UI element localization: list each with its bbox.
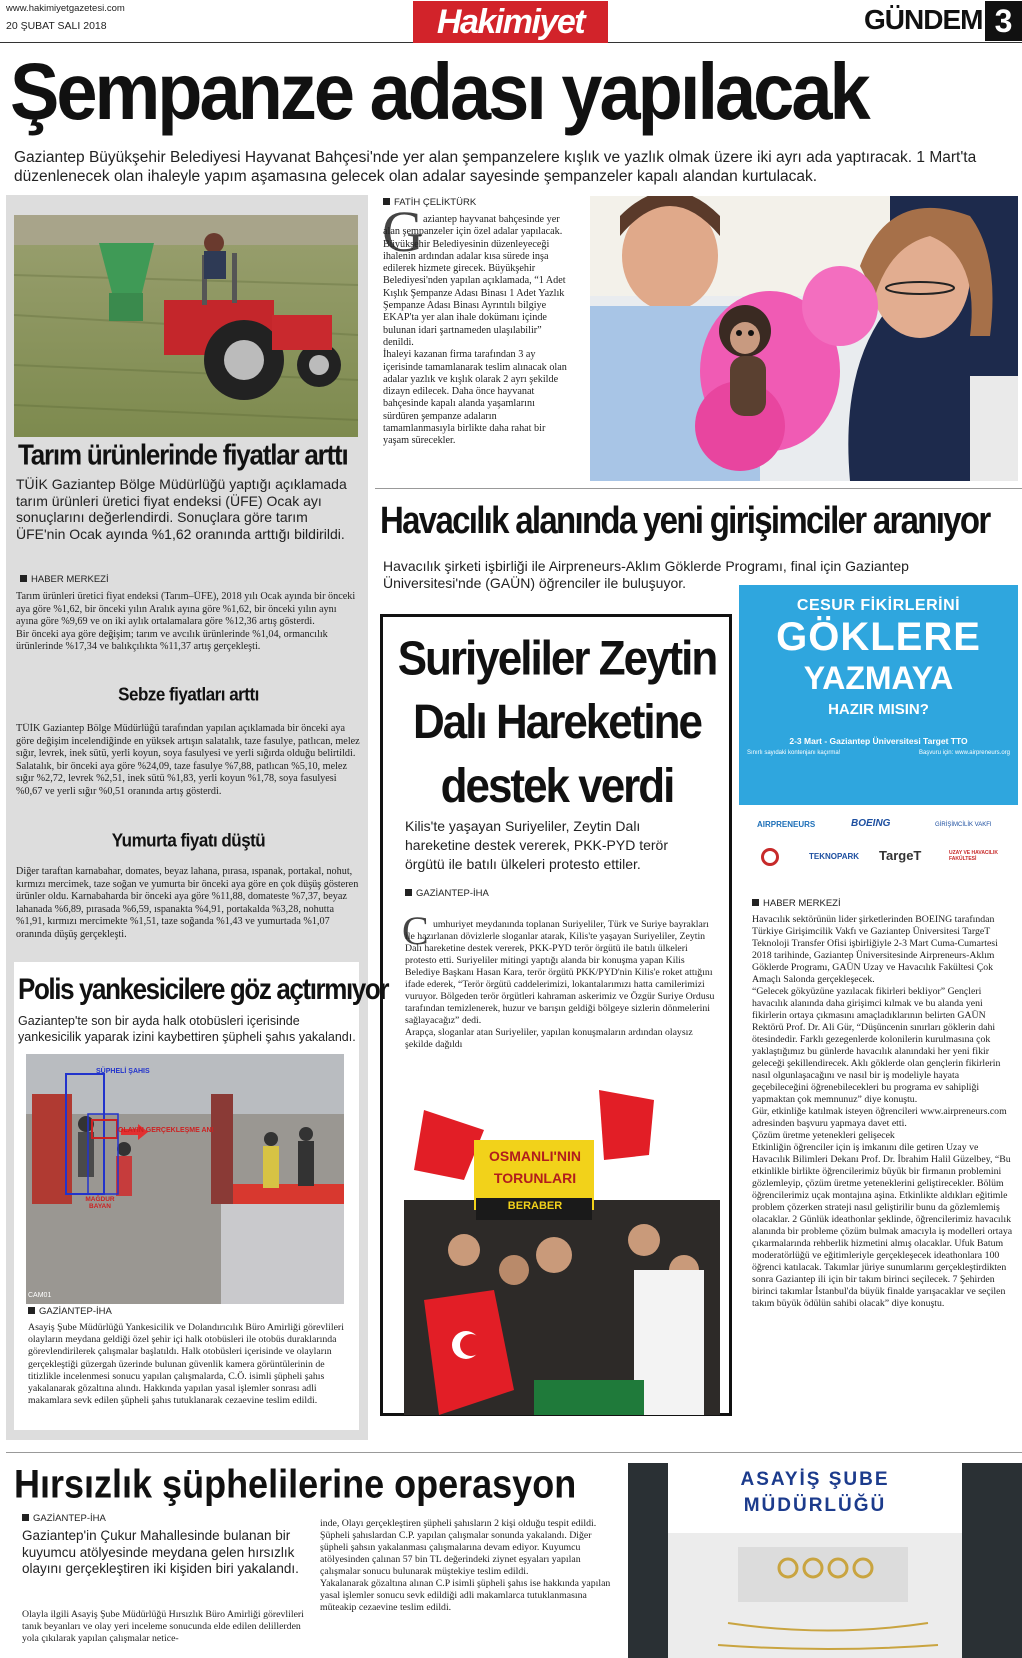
ad-line-4: HAZIR MISIN? bbox=[828, 701, 929, 718]
sponsor-gaun-emblem bbox=[761, 848, 779, 866]
newspaper-logo bbox=[413, 1, 608, 43]
section-label: GÜNDEM bbox=[864, 4, 983, 35]
main-body: aziantep hayvanat bahçesinde yer alan şempanzeler için özel adalar yapılacak. Büyükşehir Belediyesinin düzenleyeceği ihalenin ardından adalar kısa sürede inşa edilerek hizmete girecek. Büyükşehir Belediyesi'nden yapılan açıklamada, “1 Adet Kışlık Şempanze Adası Binası 1 Adet Yazlık Şempanze Adası Binası Ayrıntılı bilgiye EKAP'ta yer alan ihale dokümanı içinde bulunan idari şartnameden ulaşılabilir” denildi. İhaleyi kazanan firma tarafından 3 ay içerisinde tamamlanarak teslim alınacak olan adalar yazlık ve kışlık olarak 2 ayrı şekilde dizayn edilecek. Daha önce hayvanat bahçesinde kapalı alanda yaşamlarını sürdüren şempanze adaların tamamlanmasıyla birlikte daha rahat bir yaşam sürecekler. bbox=[383, 214, 567, 447]
hirsizlik-byline: GAZİANTEP-İHA bbox=[22, 1513, 106, 1524]
main-summary: Gaziantep Büyükşehir Belediyesi Hayvanat Bahçesi'nde yer alan şempanzelere kışlık ve yazlık olmak üzere iki ayrı ada yaptıracak. 1 Mart'ta düzenlenecek olan ihaleyle yapım aşamasına gelecek olan adalar sayesinde şempanzeler kapalı alandan kurtulacak. bbox=[14, 149, 977, 185]
sponsor-target: TargeT bbox=[879, 848, 922, 863]
tractor-photo bbox=[14, 215, 358, 437]
ad-event: 2-3 Mart - Gaziantep Üniversitesi Target TTO bbox=[789, 736, 968, 746]
main-drop-cap: G bbox=[382, 199, 424, 264]
tarim-body-2: TÜİK Gaziantep Bölge Müdürlüğü tarafından yapılan açıklamada bir önceki aya göre değişim incelendiğinde en yüksek artışın salatalık, taze fasulye, patlıcan, melez sığır, levrek, inek sütü, yerli koyun, soya fasulyesi ve yerli sığırda olduğu belirtildi. Salatalık, bir önceki aya göre %24,09, taze fasulye %7,88, patlıcan %5,10, melez sığır %2,72, levrek %2,51, inek sütü %1,83, yerli koyun %1,78, soya fasulyesi %0,67 ve yerli sığır %0,51 oranında artış gösterdi. bbox=[16, 723, 360, 797]
polis-lead: Gaziantep'te son bir ayda halk otobüsleri içerisinde yankesicilik yaparak izini kaybettiren şüpheli şahıs yakalandı. bbox=[18, 1014, 356, 1044]
newspaper-logo-text: Hakimiyet bbox=[436, 2, 585, 41]
banner-text-1: OSMANLI'NIN bbox=[489, 1148, 581, 1164]
ad-fine-print-left: Sınırlı sayıdaki kontenjanı kaçırma! bbox=[747, 750, 841, 756]
ad-line-2: GÖKLERE bbox=[776, 615, 981, 659]
chimpanzee-photo bbox=[590, 196, 1018, 481]
havacilik-summary: Havacılık şirketi işbirliği ile Airpreneurs-Aklım Göklerde Programı, final için Gaziantep Üniversitesi'nde (GAÜN) öğrenciler ile buluşuyor. bbox=[383, 558, 909, 591]
seized-jewelry-photo bbox=[628, 1463, 1022, 1658]
hirsizlik-body-2: inde, Olayı gerçekleştiren şüpheli şahısların 2 kişi olduğu tespit edildi. Şüpheli şahıslardan C.P. yapılan çalışmalar sonunda yakalandı. Diğer şüpheli şahsın yakalanması çalışmalarına devam ediyor. Kuyumcu atölyesinden çalınan 57 bin TL değerindeki ziynet eşyaları yapılan çalışmalar sonucu bulunarak müştekiye teslim edildi. Yakalanarak gözaltına alınan C.P isimli şüpheli şahıs ise hakkında yapılan yasal işlemler sonucu sevk edildiği adli makamlarca tutuklanmasına müteakip cezaevine teslim edildi. bbox=[320, 1518, 611, 1613]
banner-text-3: BERABER bbox=[507, 1200, 563, 1212]
banner-text-2: TORUNLARI bbox=[493, 1170, 577, 1186]
tarim-body-3: Diğer taraftan karnabahar, domates, beyaz lahana, pırasa, ıspanak, portakal, nohut, kırmızı mercimek, taze soğan ve yumurta bir önceki aya göre en çok düşüş gösteren ürünler oldu. Karnabaharda bir önceki aya göre %11,88, domateste %7,37, beyaz lahanada %6,89, pırasada %6,59, ıspanakta %4,91, portakalda %3,28, nohutta %1,91, kırmızı mercimekte %1,51, taze soğanda %1,43 ve yumurtada %1,07 oranında düşüş gerçekleşti. bbox=[16, 866, 359, 940]
ad-line-1: CESUR FİKİRLERİNİ bbox=[796, 597, 961, 614]
havacilik-headline: Havacılık alanında yeni girişimciler aranıyor bbox=[380, 498, 990, 542]
main-headline: Şempanze adası yapılacak bbox=[10, 46, 868, 137]
sponsor-boeing: BOEING bbox=[851, 818, 891, 829]
ad-fine-print-right[interactable]: Başvuru için: www.airpreneurs.org bbox=[918, 750, 1010, 756]
tarim-headline: Tarım ürünlerinde fiyatlar arttı bbox=[18, 437, 348, 472]
chimpanzee-illustration bbox=[590, 196, 1018, 481]
airpreneurs-ad[interactable] bbox=[739, 585, 1018, 805]
cctv-label-suspect: ŞÜPHELİ ŞAHIS bbox=[96, 1068, 150, 1075]
cctv-label-victim: MAĞDUR BAYAN bbox=[85, 1196, 115, 1210]
hirsizlik-headline: Hırsızlık şüphelilerine operasyon bbox=[14, 1461, 577, 1507]
sponsor-girisimcilik: GİRİŞİMCİLİK VAKFI bbox=[935, 822, 992, 828]
ad-line-3: YAZMAYA bbox=[803, 660, 954, 696]
havacilik-body: Havacılık sektörünün lider şirketlerinden BOEING tarafından Türkiye Girişimcilik Vakfı ve Gaziantep Üniversitesi TargeT Teknoloji Transfer Ofisi işbirliğiyle 2-3 Mart Cuma-Cumartesi 2018 tarihinde, Gaziantep Üniversitesinde Airpreneurs-Aklım Göklerde Programı, GAÜN Uzay ve Havacılık Fakültesi Çok Amaçlı Salonda gerçekleşecek. “Gelecek gökyüzüne yazılacak fikirleri bekliyor” Gençleri havacılık alanında daha girişimci kılmak ve bu alanda yeni fikirlerin ortaya çıkmasını amaçladıklarının belirten GAÜN Rektörü Prof. Dr. Ali Gür, “Düşüncenin sınırları göklerin dahi ötesindedir. Farklı gezegenlerde kolonilerin kurulmasına çok yaklaştığımız bu günlerde havacılık alanındaki her yeni fikir geleceği şekillendirecek. Aklı göklerde olan gençlerin fikirlerin nasıl olgunlaşacağını ve nasıl bir iş modeliyle hayata geçebileceğini öğrenebilecekleri bu programa ev sahipliği yapmaktan çok memnunuz” diye konuştu. Gür, etkinliğe katılmak isteyen öğrencileri www.airpreneurs.com adresinden başvuru yapmaya davet etti. Çözüm üretme yetenekleri gelişecek Etkinliğin öğrenciler için iş imkanını dile getiren Uzay ve Havacılık Bilimleri Dekanı Prof. Dr. İbrahim Halil Güzelbey, “Bu etkinlikle birlikte öğrencilerimiz büyük bir firmanın problemini gözlemleyip, çözüm üretme yeteneklerini geliştirecekler. Bölüm öğrencilerimiz uçak montajına aşina. Etkinlikte aldıkları eğitimle problem çözerken strateji nasıl geliştirilir bunu da gözlemlemiş olacaklar. 2 Günlük ideathonlar şeklinde, öğrencilerimiz havacılık alanında bir probleme çözüm bulmak amacıyla iş modelleri ortaya çıkarmalarında rehberlik hizmetini almış olacaklar. Ufuk Batum moderatörlüğü ve eğitimleriyle gerçekleşecek ideathonlara 100 öğrenci katılacak. Takımlar jüriye sunumlarını gerçekleştirdikten sonra Gaziantep ili için bir takım birinci seçilecek. 7 Şehirden birinci takımlar İstanbul'da büyük finalde yarışacaklar ve seçilen takım büyük ödülün sahibi olacak” diye konuştu. bbox=[752, 914, 1013, 1309]
tractor-illustration bbox=[14, 215, 358, 437]
hirsizlik-divider bbox=[6, 1452, 1022, 1453]
cctv-label-camera: CAM01 bbox=[28, 1292, 52, 1299]
polis-byline: GAZİANTEP-İHA bbox=[28, 1306, 112, 1317]
ad-sponsor-strip bbox=[739, 806, 1018, 884]
sponsor-fakulte: UZAY VE HAVACILIK FAKÜLTESİ bbox=[949, 850, 998, 862]
tarim-lead: TÜİK Gaziantep Bölge Müdürlüğü yaptığı açıklamada tarım ürünleri üretici fiyat endeksi (ÜFE) Ocak ayı sonuçlarını değerlendirdi. Sonuçlara göre tarım ÜFE'nin Ocak ayında %1,62 oranında arttığı bildirildi. bbox=[16, 476, 347, 542]
suriyeli-drop-cap: C bbox=[402, 908, 429, 953]
cctv-label-event: OLAYIN GERÇEKLEŞME ANI bbox=[118, 1127, 214, 1134]
protest-photo bbox=[404, 1090, 720, 1415]
havacilik-byline: HABER MERKEZİ bbox=[752, 898, 841, 909]
page-number-box bbox=[985, 1, 1022, 41]
havacilik-divider bbox=[375, 488, 1022, 489]
photo-sign-line-1: ASAYİŞ ŞUBE bbox=[740, 1469, 890, 1490]
hirsizlik-lead: Gaziantep'in Çukur Mahallesinde bulanan bir kuyumcu atölyesinde meydana gelen hırsızlık olayını gerçekleştiren iki kişiden biri yakalandı. bbox=[22, 1528, 299, 1576]
tarim-byline: HABER MERKEZİ bbox=[20, 574, 109, 585]
tarim-subhead-1: Sebze fiyatları arttı bbox=[118, 684, 259, 705]
suriyeli-headline: Suriyeliler Zeytin Dalı Hareketine destek verdi bbox=[397, 631, 717, 813]
masthead-website[interactable]: www.hakimiyetgazetesi.com bbox=[6, 3, 125, 14]
suriyeli-body: umhuriyet meydanında toplanan Suriyeliler, Türk ve Suriye bayrakları ile hazırlanan dövizlerle sloganlar atarak, Kilis'te yaşayan Suriyeliler, Zeytin Dalı hareketine destek vererek, PKK-PYD terör örgütü ile batılı ülkeleri protesto etti. Suriyeliler mitingi yaptığı alanda bir konuşma yapan Kilis Belediye Başkanı Hasan Kara, terör örgütü PKK/PYD'nin Kilis'e roket attığını ifade ederek, “Terör örgütü caddelerimizi, lokantalarımızı hatta camilerimizi vuruyor. Bölgeden terör örgütleri kahraman askerimiz ve Özgür Suriye Ordusu tarafından temizlenerek, huzur ve barışın geldiği bölgeye sizlerin dönmelerini sağlayacağız” dedi. Arapça, sloganlar atan Suriyeliler, yapılan konuşmaların ardından olaysız şekilde dağıldı bbox=[405, 919, 715, 1050]
cctv-photo bbox=[26, 1054, 344, 1304]
suriyeli-byline: GAZİANTEP-İHA bbox=[405, 888, 489, 899]
polis-body: Asayiş Şube Müdürlüğü Yankesicilik ve Dolandırıcılık Büro Amirliği görevlileri olayların meydana geldiği özel şehir içi halk otobüsleri ile otobüs duraklarında görevlendirilerek çalışmalar başlatıldı. Halk otobüsleri içerisinde ve olayların gerçekleştiği güzergah üzerinde bulunan güvenlik kamera görüntülerinin de titizlikle incelenmesi sonucu yapılan çalışmalarda, C.Ö. isimli şüpheli şahıs yakalanarak gözaltına alındı. Hakkında yapılan yasal işlemler sonrası adli makamlara sevk edilen şüpheli şahıs tutuklanarak cezaevine teslim edildi. bbox=[28, 1322, 344, 1407]
page-number: 3 bbox=[994, 2, 1013, 39]
hirsizlik-body-1: Olayla ilgili Asayiş Şube Müdürlüğü Hırsızlık Büro Amirliği görevlileri tanık beyanları ve olay yeri inceleme sonucunda elde edilen delillerden yola çıkılarak yapılan çalışmalar netice- bbox=[22, 1609, 304, 1644]
sponsor-teknopark: TEKNOPARK bbox=[809, 852, 860, 861]
sponsor-airpreneurs: AIRPRENEURS bbox=[757, 820, 816, 829]
protest-illustration bbox=[404, 1090, 720, 1415]
cctv-illustration bbox=[26, 1054, 344, 1304]
tarim-subhead-2: Yumurta fiyatı düştü bbox=[111, 830, 266, 851]
jewelry-illustration bbox=[628, 1463, 1022, 1658]
photo-sign-line-2: MÜDÜRLÜĞÜ bbox=[743, 1495, 887, 1516]
polis-headline: Polis yankesicilere göz açtırmıyor bbox=[18, 971, 389, 1007]
masthead-date: 20 ŞUBAT SALI 2018 bbox=[6, 20, 107, 32]
main-byline: FATİH ÇELİKTÜRK bbox=[383, 197, 476, 208]
tarim-body-1: Tarım ürünleri üretici fiyat endeksi (Tarım–ÜFE), 2018 yılı Ocak ayında bir önceki aya göre %1,62, bir önceki yılın Aralık ayına göre %1,62, bir önceki yılın aynı ayına göre %9,69 ve on iki aylık ortalamalara göre %12,36 artış gösterdi. Bir önceki aya göre değişim; tarım ve avcılık ürünlerinde %1,04, ormancılık ürünlerinde %17,34 ve balıkçılıkta %11,37 artış gerçekleşti. bbox=[16, 591, 356, 653]
suriyeli-lead: Kilis'te yaşayan Suriyeliler, Zeytin Dalı hareketine destek vererek, PKK-PYD terör örgütü ile batılı ülkeleri protesto ettiler. bbox=[405, 818, 669, 872]
